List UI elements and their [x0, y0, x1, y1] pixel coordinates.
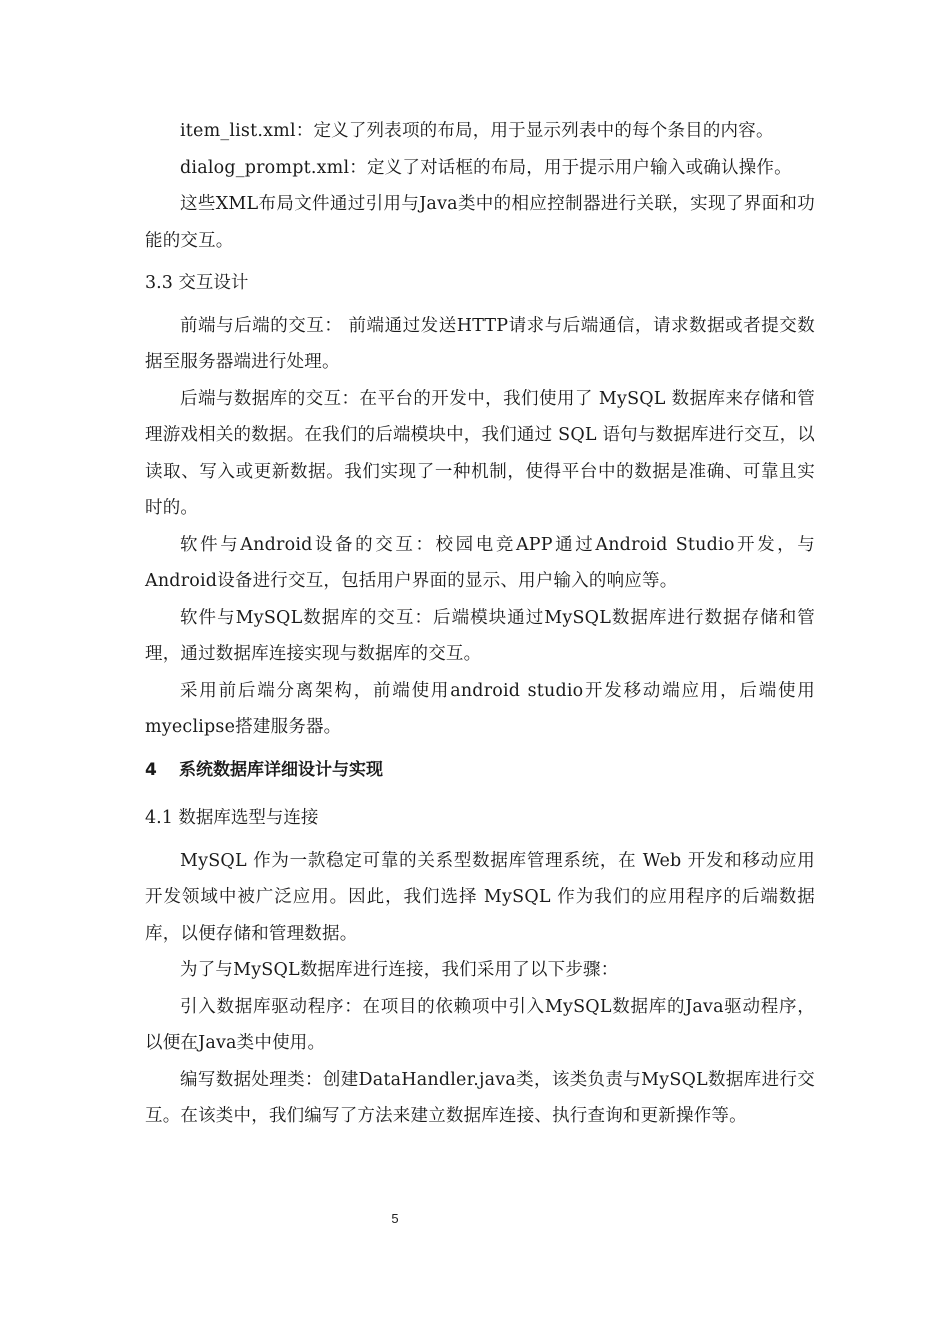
paragraph-item-list-xml: item_list.xml：定义了列表项的布局，用于显示列表中的每个条目的内容。 [180, 121, 774, 141]
chapter-title: 系统数据库详细设计与实现 [179, 759, 383, 780]
paragraph-backend-database: 后端与数据库的交互：在平台的开发中，我们使用了 MySQL 数据库来存储和管理游戏相关的数据。在我们的后端模块中，我们通过 SQL 语句与数据库进行交互，以读取、写入或更新数据。我们实现了一种机制，使得平台中的数据是准确、可靠且实时的。 [145, 388, 815, 518]
paragraph-mysql-intro: MySQL 作为一款稳定可靠的关系型数据库管理系统，在 Web 开发和移动应用开发领域中被广泛应用。因此，我们选择 MySQL 作为我们的应用程序的后端数据库，以便存储和管理数据。 [145, 850, 815, 944]
paragraph-datahandler: 编写数据处理类：创建DataHandler.java类，该类负责与MySQL数据库进行交互。在该类中，我们编写了方法来建立数据库连接、执行查询和更新操作等。 [145, 1069, 815, 1126]
paragraph-frontend-backend: 前端与后端的交互： 前端通过发送HTTP请求与后端通信，请求数据或者提交数据至服务器端进行处理。 [145, 315, 815, 372]
paragraph-xml-layout-summary: 这些XML布局文件通过引用与Java类中的相应控制器进行关联，实现了界面和功能的交互。 [145, 194, 815, 251]
page-number: 5 [391, 1211, 399, 1226]
chapter-number: 4 [145, 759, 157, 780]
document-body [145, 113, 815, 1135]
chapter-heading-4 [145, 746, 815, 795]
section-heading-3-3: 3.3 交互设计 [145, 273, 249, 293]
paragraph-architecture: 采用前后端分离架构，前端使用android studio开发移动端应用，后端使用myeclipse搭建服务器。 [145, 680, 815, 737]
section-heading-4-1: 4.1 数据库选型与连接 [145, 808, 319, 828]
paragraph-software-mysql: 软件与MySQL数据库的交互：后端模块通过MySQL数据库进行数据存储和管理，通过数据库连接实现与数据库的交互。 [145, 607, 815, 664]
paragraph-software-android: 软件与Android设备的交互：校园电竞APP通过Android Studio开发，与Android设备进行交互，包括用户界面的显示、用户输入的响应等。 [145, 534, 815, 591]
paragraph-connection-steps: 为了与MySQL数据库进行连接，我们采用了以下步骤： [180, 960, 619, 980]
paragraph-dialog-prompt-xml: dialog_prompt.xml：定义了对话框的布局，用于提示用户输入或确认操作。 [180, 157, 792, 178]
paragraph-driver: 引入数据库驱动程序：在项目的依赖项中引入MySQL数据库的Java驱动程序，以便在Java类中使用。 [145, 996, 815, 1053]
